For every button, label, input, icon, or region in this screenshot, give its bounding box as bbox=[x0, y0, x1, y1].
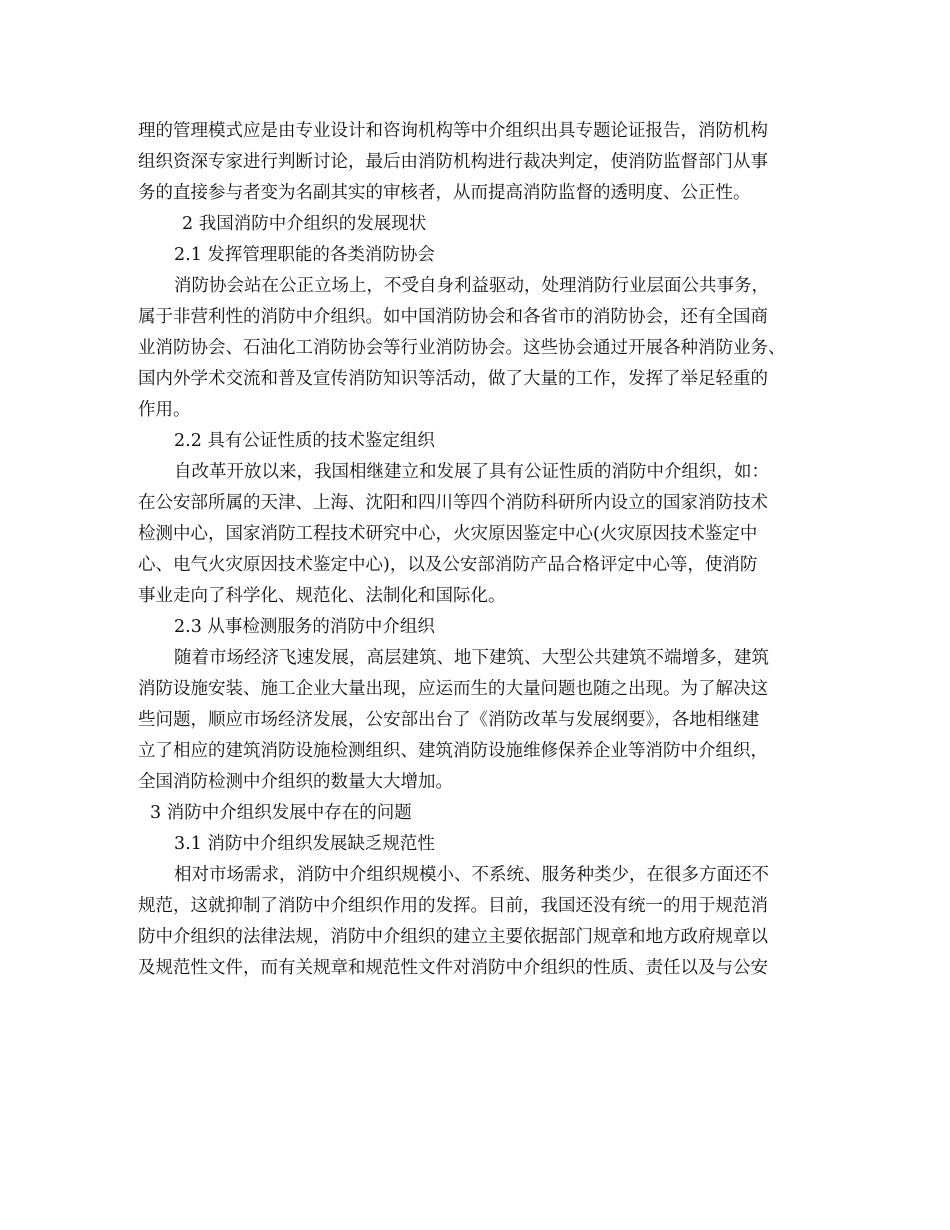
text-line: 属于非营利性的消防中介组织。如中国消防协会和各省市的消防协会，还有全国商 bbox=[138, 307, 768, 327]
text-line: 相对市场需求，消防中介组织规模小、不系统、服务种类少，在很多方面还不 bbox=[174, 865, 769, 885]
text-line: 检测中心，国家消防工程技术研究中心，火灾原因鉴定中心(火灾原因技术鉴定中 bbox=[138, 524, 758, 544]
text-line: 在公安部所属的天津、上海、沈阳和四川等四个消防科研所内设立的国家消防技术 bbox=[138, 493, 768, 513]
subsection-heading: 2.2 具有公证性质的技术鉴定组织 bbox=[174, 431, 435, 451]
text-line: 心、电气火灾原因技术鉴定中心)，以及公安部消防产品合格评定中心等，使消防 bbox=[138, 555, 758, 575]
text-line: 消防协会站在公正立场上，不受自身利益驱动，处理消防行业层面公共事务， bbox=[174, 276, 769, 296]
text-line: 务的直接参与者变为名副其实的审核者，从而提高消防监督的透明度、公正性。 bbox=[138, 183, 751, 203]
text-line: 自改革开放以来，我国相继建立和发展了具有公证性质的消防中介组织，如： bbox=[174, 462, 769, 482]
subsection-heading: 2.1 发挥管理职能的各类消防协会 bbox=[174, 245, 435, 265]
text-line: 随着市场经济飞速发展，高层建筑、地下建筑、大型公共建筑不端增多，建筑 bbox=[174, 648, 769, 668]
text-line: 及规范性文件，而有关规章和规范性文件对消防中介组织的性质、责任以及与公安 bbox=[138, 958, 768, 978]
subsection-heading: 3.1 消防中介组织发展缺乏规范性 bbox=[174, 834, 435, 854]
text-line: 作用。 bbox=[138, 400, 191, 420]
text-line: 组织资深专家进行判断讨论，最后由消防机构进行裁决判定，使消防监督部门从事 bbox=[138, 152, 768, 172]
subsection-heading: 2.3 从事检测服务的消防中介组织 bbox=[174, 617, 435, 637]
section-heading: 3 消防中介组织发展中存在的问题 bbox=[150, 803, 412, 823]
text-line: 立了相应的建筑消防设施检测组织、建筑消防设施维修保养企业等消防中介组织， bbox=[138, 741, 768, 761]
text-line: 规范，这就抑制了消防中介组织作用的发挥。目前，我国还没有统一的用于规范消 bbox=[138, 896, 768, 916]
text-line: 些问题，顺应市场经济发展，公安部出台了《消防改革与发展纲要》，各地相继建 bbox=[138, 710, 760, 730]
text-line: 消防设施安装、施工企业大量出现，应运而生的大量问题也随之出现。为了解决这 bbox=[138, 679, 768, 699]
text-line: 全国消防检测中介组织的数量大大增加。 bbox=[138, 772, 453, 792]
text-line: 国内外学术交流和普及宣传消防知识等活动，做了大量的工作，发挥了举足轻重的 bbox=[138, 369, 768, 389]
text-line: 防中介组织的法律法规，消防中介组织的建立主要依据部门规章和地方政府规章以 bbox=[138, 927, 768, 947]
text-line: 理的管理模式应是由专业设计和咨询机构等中介组织出具专题论证报告，消防机构 bbox=[138, 121, 768, 141]
section-heading: 2 我国消防中介组织的发展现状 bbox=[182, 214, 427, 234]
text-line: 业消防协会、石油化工消防协会等行业消防协会。这些协会通过开展各种消防业务、 bbox=[138, 338, 786, 358]
document-page bbox=[138, 116, 818, 984]
text-line: 事业走向了科学化、规范化、法制化和国际化。 bbox=[138, 586, 506, 606]
